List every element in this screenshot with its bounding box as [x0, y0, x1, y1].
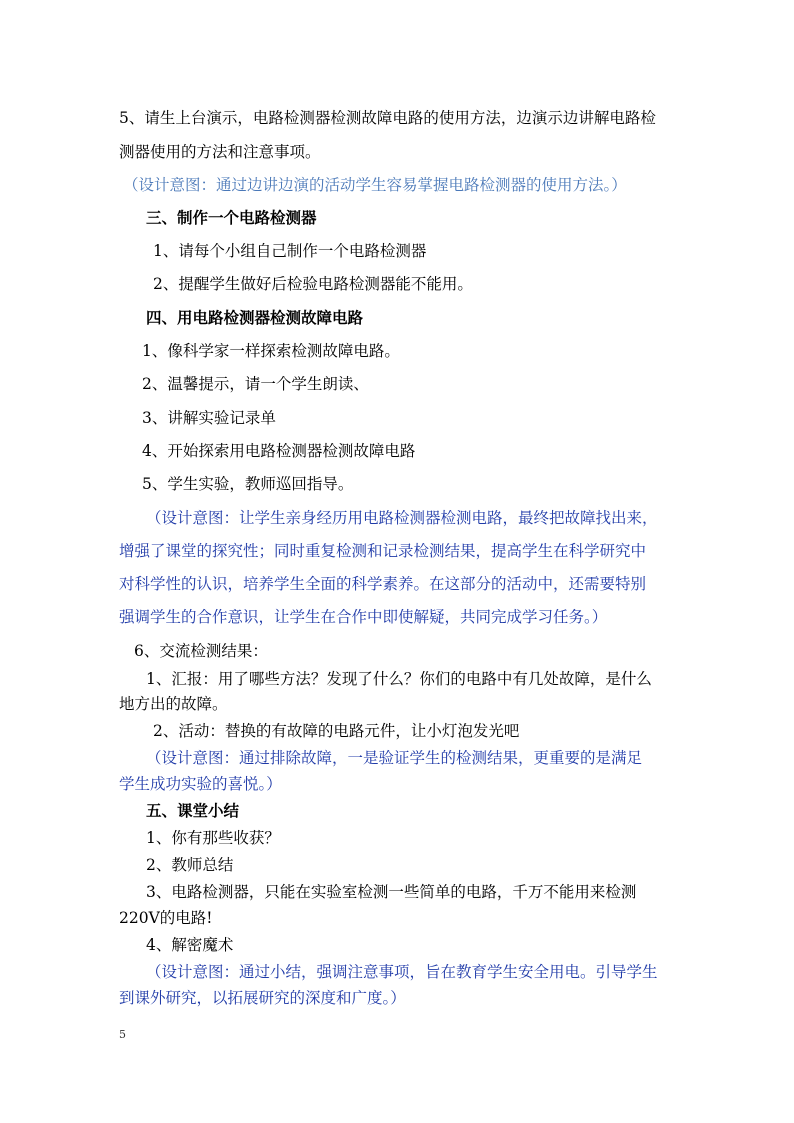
text-line: 3、电路检测器，只能在实验室检测一些简单的电路，千万不能用来检测 [146, 883, 637, 901]
text-line: 2、温馨提示，请一个学生朗读、 [142, 375, 369, 393]
text-line: 测器使用的方法和注意事项。 [119, 143, 321, 161]
text-line: 5、学生实验，教师巡回指导。 [142, 475, 354, 493]
design-note-line: 到课外研究，以拓展研究的深度和广度。） [119, 989, 406, 1007]
text-line: 5、请生上台演示，电路检测器检测故障电路的使用方法，边演示边讲解电路检 [119, 109, 656, 127]
page-number: 5 [119, 1028, 126, 1041]
text-line: 4、解密魔术 [146, 936, 234, 954]
design-note-line: 学生成功实验的喜悦。） [119, 775, 282, 793]
design-note-line: 强调学生的合作意识，让学生在合作中即使解疑，共同完成学习任务。） [119, 608, 608, 626]
text-line: 3、讲解实验记录单 [142, 409, 276, 427]
text-line: 1、请每个小组自己制作一个电路检测器 [153, 242, 427, 260]
section-heading: 五、课堂小结 [146, 801, 240, 820]
text-line: 4、开始探索用电路检测器检测故障电路 [142, 442, 416, 460]
text-line: 6、交流检测结果： [134, 642, 268, 660]
design-note-line: （设计意图：通过小结，强调注意事项，旨在教育学生安全用电。引导学生 [146, 963, 658, 981]
design-note-line: （设计意图：让学生亲身经历用电路检测器检测电路，最终把故障找出来， [146, 509, 658, 527]
design-note-line: （设计意图：通过排除故障，一是验证学生的检测结果，更重要的是满足 [146, 749, 643, 767]
text-line: 2、提醒学生做好后检验电路检测器能不能用。 [153, 275, 473, 293]
design-note-line: 增强了课堂的探究性；同时重复检测和记录检测结果，提高学生在科学研究中 [119, 542, 647, 560]
text-line: 220V的电路! [119, 909, 213, 927]
text-line: 2、活动：替换的有故障的电路元件，让小灯泡发光吧 [153, 722, 520, 740]
text-line: 2、教师总结 [146, 856, 234, 874]
text-line: 1、像科学家一样探索检测故障电路。 [142, 342, 400, 360]
text-line: 1、你有那些收获？ [146, 829, 280, 847]
text-line: 1、汇报：用了哪些方法？发现了什么？你们的电路中有几处故障，是什么 [146, 670, 652, 688]
text-line: 地方出的故障。 [119, 695, 228, 713]
section-heading: 三、制作一个电路检测器 [146, 208, 317, 227]
section-heading: 四、用电路检测器检测故障电路 [146, 308, 364, 327]
design-note-line: 对科学性的认识，培养学生全面的科学素养。在这部分的活动中，还需要特别 [119, 575, 647, 593]
design-note-line: （设计意图：通过边讲边演的活动学生容易掌握电路检测器的使用方法。） [123, 176, 627, 194]
